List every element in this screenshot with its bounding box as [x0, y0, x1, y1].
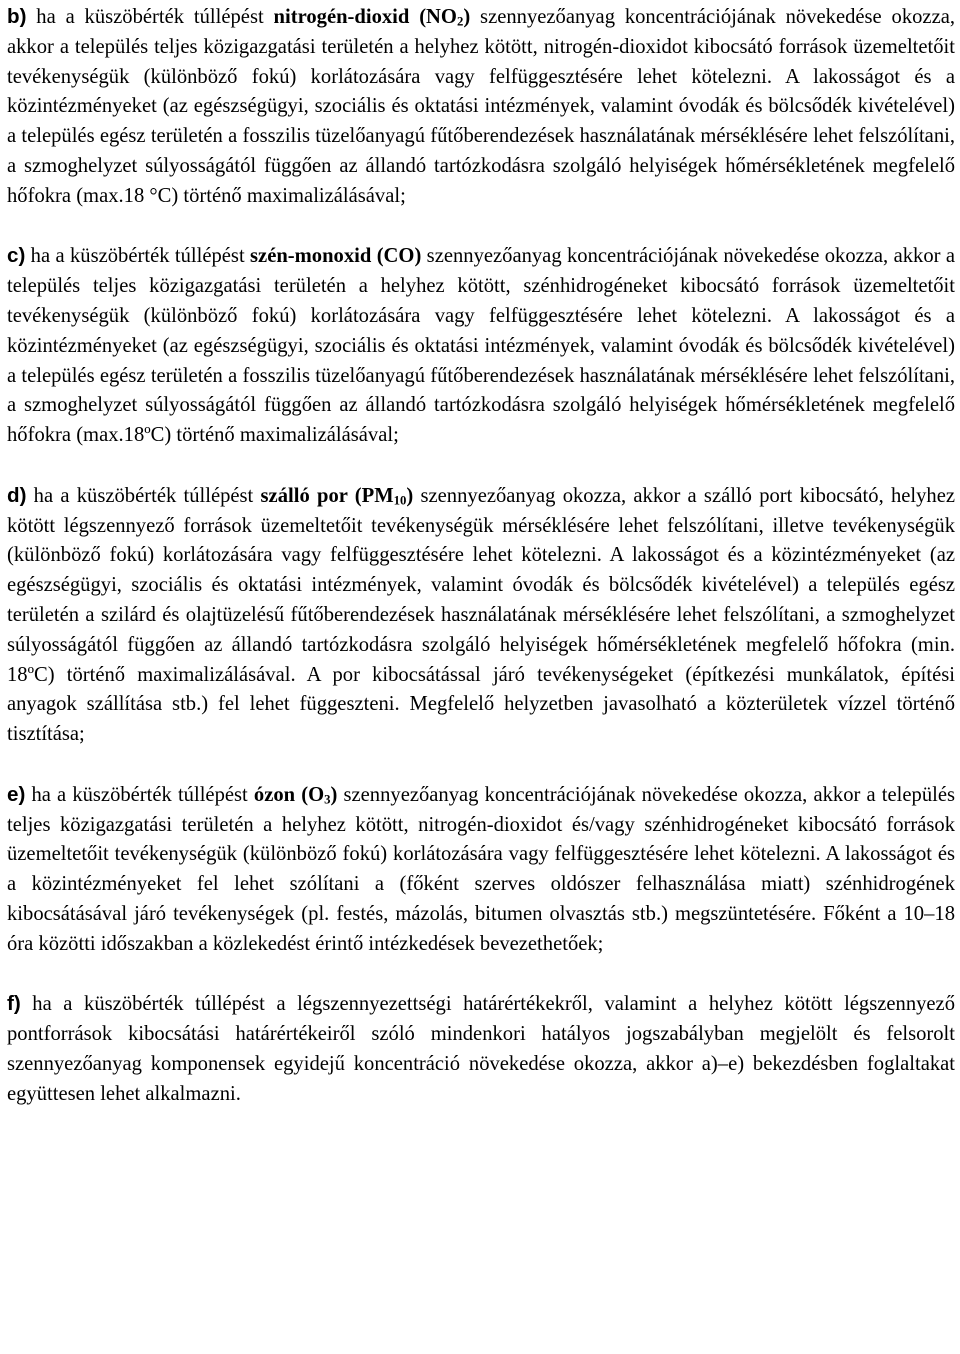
- item-letter: b): [7, 5, 27, 28]
- paragraph-e: [7, 780, 955, 960]
- formula-subscript: 2: [456, 14, 464, 29]
- paragraph-text: szennyezőanyag koncentrációjának növekedése okozza, akkor a település teljes közigazgatási területén a helyhez kötött, nitrogén-dioxidot kibocsátó források üzemeltetőit tevékenységük (különböző fokú) korlátozására vagy felfüggesztésére lehet kötelezni. A lakosságot és a közintézményeket (az egészségügyi, szociális és oktatási intézmények, valamint óvodák és bölcsődék kivételével) a település egész területén a fosszilis tüzelőanyagú fűtőberendezések használatának mérséklésére lehet felszólítani, a szmoghelyzet súlyosságától függően az állandó tartózkodásra szolgáló helyiségek hőmérsékletének megfelelő hőfokra (max.18 °C) történő maximalizálásával;: [7, 6, 955, 207]
- paragraph-b: [7, 2, 955, 212]
- paragraph-text: szennyezőanyag okozza, akkor a szálló port kibocsátó, helyhez kötött légszennyező források üzemeltetőit tevékenységük mérséklésére lehet felszólítani, illetve tevékenységük (különböző fokú) korlátozására vagy felfüggesztésére lehet kötelezni. A lakosságot és a közintézményeket (az egészségügyi, szociális és oktatási intézmények, valamint óvodák és bölcsődék kivételével) a település egész területén a szilárd és olajtüzelésű fűtőberendezések használatának mérséklésére lehet felszólítani, a szmoghelyzet súlyosságától függően az állandó tartózkodásra szolgáló helyiségek hőmérsékletének megfelelő hőfokra (min. 18ºC) történő maximalizálásával. A por kibocsátással járó tevékenységeket (építkezési munkálatok, építési anyagok szállítása stb.) fel lehet függeszteni. Megfelelő helyzetben javasolható a közterületek vízzel történő tisztítása;: [7, 484, 955, 746]
- pollutant-name: ózon $(O_3)$: [253, 783, 338, 807]
- paragraph-d: [7, 481, 955, 750]
- paragraph-text: ha a küszöbérték túllépést a légszennyezettségi határértékekről, valamint a helyhez kötött légszennyező pontforrások kibocsátási határértékeiről szóló mindenkori hatályos jogszabályban megjelölt és felsorolt szennyezőanyag komponensek egyidejű koncentráció növekedése okozza, akkor a)–e) bekezdésben foglaltakat együttesen lehet alkalmazni.: [7, 993, 955, 1105]
- pollutant-name: szén-monoxid (CO): [250, 245, 422, 268]
- pollutant-formula: $(NO_2)$: [409, 6, 471, 29]
- paragraph-text: szennyezőanyag koncentrációjának növekedése okozza, akkor a település teljes közigazgatási területén a helyhez kötött, szénhidrogéneket kibocsátó források üzemeltetőit tevékenységük (különböző fokú) korlátozására vagy felfüggesztésére lehet kötelezni. A lakosságot és a közintézményeket (az egészségügyi, szociális és oktatási intézmények, valamint óvodák és bölcsődék kivételével) a település egész területén a fosszilis tüzelőanyagú fűtőberendezések használatának mérséklésére lehet felszólítani, a szmoghelyzet súlyosságától függően az állandó tartózkodásra szolgáló helyiségek hőmérsékletének megfelelő hőfokra (max.18ºC) történő maximalizálásával;: [7, 245, 955, 447]
- paragraph-text: szennyezőanyag koncentrációjának növekedése okozza, akkor a település teljes közigazgatási területén a helyhez kötött, nitrogén-dioxidot és/vagy szénhidrogéneket kibocsátó források üzemeltetőit tevékenységük (különböző fokú) korlátozására vagy felfüggesztésére lehet kötelezni. A lakosságot és a közintézményeket fel lehet szólítani a (főként szerves oldószer felhasználása miatt) szénhidrogének kibocsátásával járó tevékenységek (pl. festés, mázolás, bitumen olvasztás stb.) megszüntetésére. Főként a 10–18 óra közötti időszakban a közlekedést érintő intézkedések bevezethetőek;: [7, 783, 955, 955]
- paragraph-text: ha a küszöbérték túllépést: [26, 6, 274, 28]
- item-letter: d): [7, 483, 27, 507]
- item-letter: e): [7, 782, 26, 806]
- paragraph-text: ha a küszöbérték túllépést: [25, 245, 251, 268]
- pollutant-name: szálló por $(PM_{10})$: [260, 484, 414, 508]
- paragraph-text: ha a küszöbérték túllépést: [26, 484, 261, 507]
- paragraph-c: [7, 241, 955, 451]
- paragraph-text: ha a küszöbérték túllépést: [25, 783, 254, 806]
- item-letter: f): [7, 992, 21, 1016]
- item-letter: c): [7, 244, 26, 268]
- document-page: [7, 2, 955, 1109]
- formula-subscript: 3: [324, 792, 331, 807]
- formula-subscript: 10: [393, 493, 407, 508]
- paragraph-f: [7, 989, 955, 1109]
- pollutant-name: nitrogén-dioxid: [273, 6, 410, 28]
